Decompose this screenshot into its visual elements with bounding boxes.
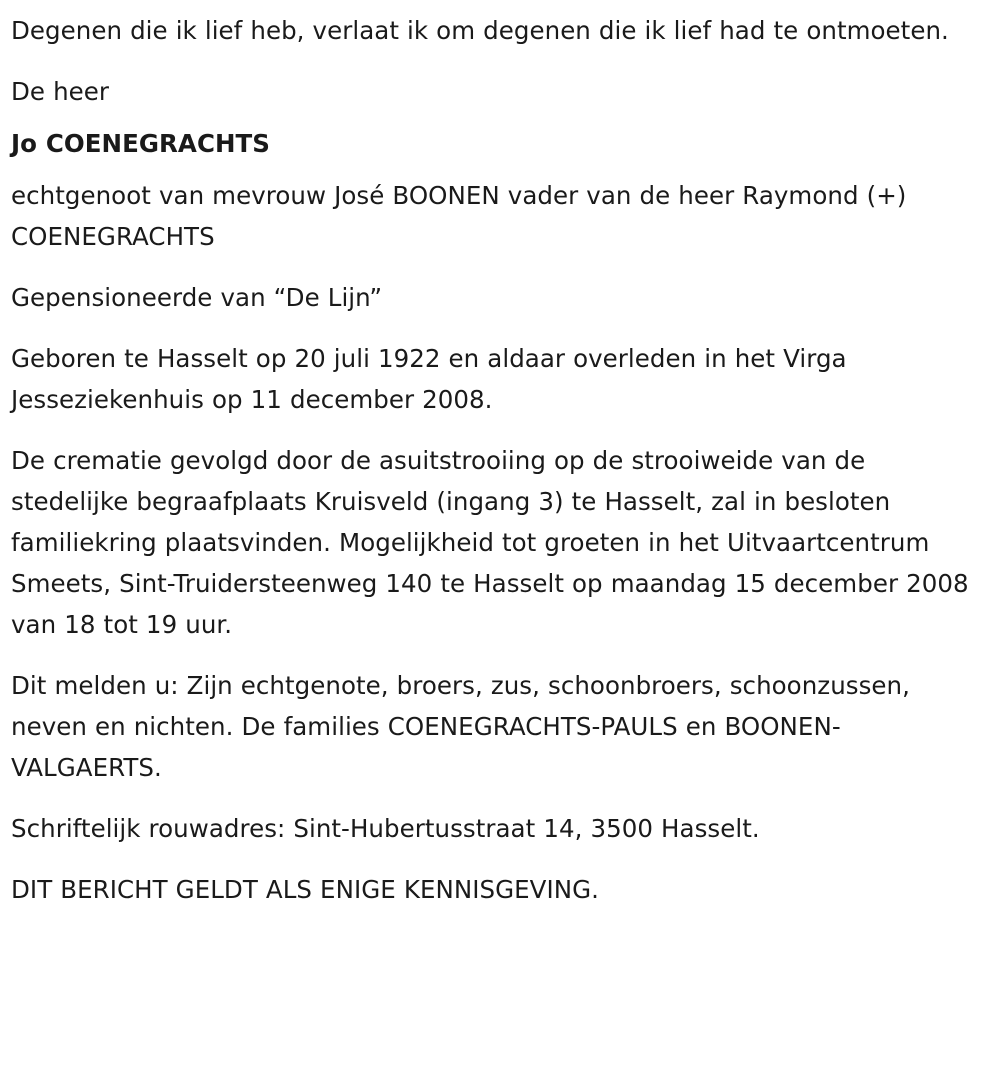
- announced-by-family: Dit melden u: Zijn echtgenote, broers, zus, schoonbroers, schoonzussen, neven en nichten. De families COENEGRACHTS-PAULS en BOONEN-VALGAERTS.: [11, 671, 910, 782]
- birth-and-death-details: Geboren te Hasselt op 20 juli 1922 en aldaar overleden in het Virga Jesseziekenhuis op 11 december 2008.: [11, 344, 847, 414]
- salutation-line: De heer: [11, 77, 110, 106]
- occupation-line: Gepensioneerde van “De Lijn”: [11, 283, 383, 312]
- deceased-name: Jo COENEGRACHTS: [11, 129, 270, 158]
- ceremony-details: De crematie gevolgd door de asuitstrooiing op de strooiweide van de stedelijke begraafplaats Kruisveld (ingang 3) te Hasselt, zal in besloten familiekring plaatsvinden. Mogelijkheid tot groeten in het Uitvaartcentrum Smeets, Sint-Truidersteenweg 140 te Hasselt op maandag 15 december 2008 van 18 tot 19 uur.: [11, 446, 969, 639]
- condolence-address: Schriftelijk rouwadres: Sint-Hubertusstraat 14, 3500 Hasselt.: [11, 814, 760, 843]
- family-relations: echtgenoot van mevrouw José BOONEN vader van de heer Raymond (+) COENEGRACHTS: [11, 181, 907, 251]
- epitaph-quote: Degenen die ik lief heb, verlaat ik om degenen die ik lief had te ontmoeten.: [11, 16, 949, 45]
- sole-notice-statement: DIT BERICHT GELDT ALS ENIGE KENNISGEVING.: [11, 875, 600, 904]
